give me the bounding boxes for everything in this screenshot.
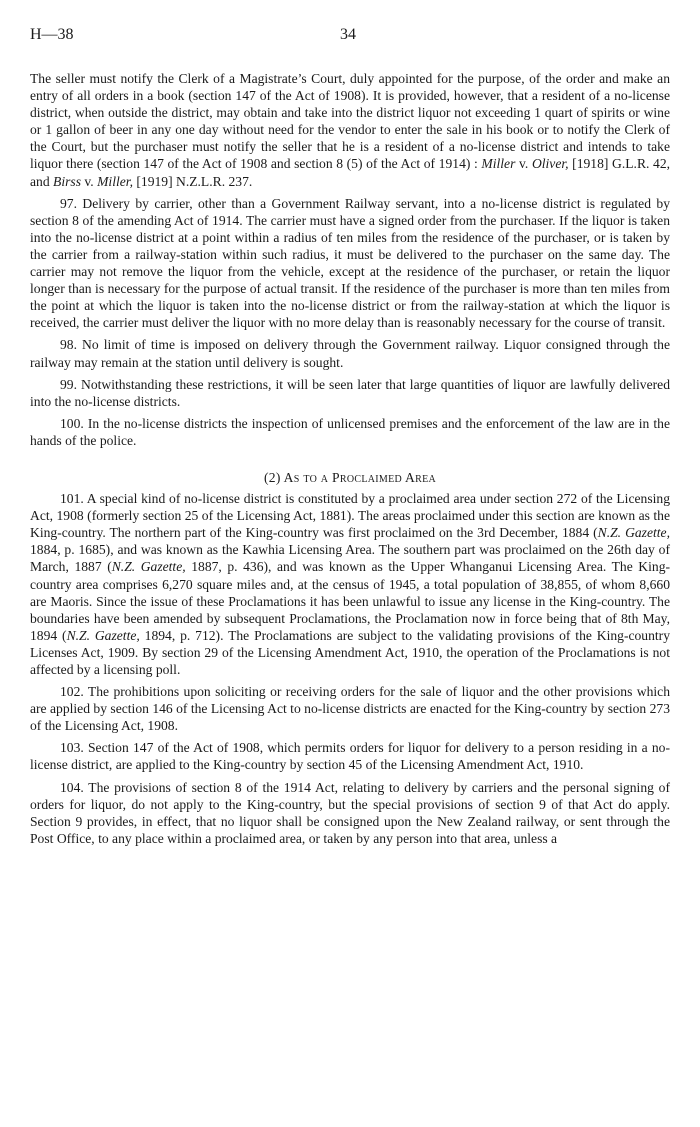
paragraph-104: 104. The provisions of section 8 of the 1914 Act, relating to delivery by carriers and the personal signing of orders for liquor, do not apply to the King-country, but the special provisions of section 9 of that Act do apply. Section 9 provides, in effect, that no liquor shall be consigned upon the New Zealand railway, or sent through the Post Office, to any place within a proclaimed area, or taken by any person into that area, unless a: [30, 779, 670, 846]
text-run: v.: [80, 173, 98, 189]
text-run: [1919] N.Z.L.R. 237.: [132, 173, 253, 189]
paragraph-97: 97. Delivery by carrier, other than a Government Railway servant, into a no-license district is regulated by section 8 of the amending Act of 1914. The carrier must have a signed order from the purchaser. If the liquor is taken into the no-license district at a point within a radius of ten miles from the residence of the purchaser, or is taken by the carrier from a railway-station within such radius, it must be delivered to the purchaser on the same day. The carrier may not remove the liquor from the vehicle, except at the residence of the purchaser, or retain the liquor longer than is necessary for the purpose of actual transit. If the residence of the purchaser is more than ten miles from the point at which the liquor is taken into the no-license district or from the railway-station at which the liquor is received, the carrier must deliver the liquor with no more delay than is reasonably necessary for the course of transit.: [30, 195, 670, 331]
section-heading: (2) As to a Proclaimed Area: [263, 469, 436, 485]
text-run: 1884, p. 1685), and was known as the Kawhia Licensing Area. The southern part was proclaimed on the 26th day of March, 1887 (: [30, 542, 670, 575]
paragraph-102: 102. The prohibitions upon soliciting or receiving orders for the sale of liquor and the other provisions which are applied by section 146 of the Licensing Act to no-license districts are enacted for the King-country by section 273 of the Licensing Act, 1908.: [30, 684, 670, 734]
gazette-citation: N.Z. Gazette,: [66, 627, 140, 643]
gazette-citation: N.Z. Gazette,: [111, 559, 186, 575]
paragraph-100: 100. In the no-license districts the inspection of unlicensed premises and the enforcement of the law are in the hands of the police.: [30, 415, 670, 448]
text-run: v.: [515, 156, 532, 172]
page-number: 34: [340, 26, 356, 43]
paragraph-98: 98. No limit of time is imposed on delivery through the Government railway. Liquor consigned through the railway may remain at the station until delivery is sought.: [30, 337, 670, 370]
case-name: Birss: [53, 173, 81, 189]
case-name: Miller: [481, 156, 516, 172]
paragraph-continued: [30, 70, 670, 190]
paragraph-103: 103. Section 147 of the Act of 1908, which permits orders for liquor for delivery to a person residing in a no-license district, are applied to the King-country by section 45 of the Licensing Amendment Act, 1910.: [30, 740, 670, 773]
paragraph-99: 99. Notwithstanding these restrictions, it will be seen later that large quantities of liquor are lawfully delivered into the no-license districts.: [30, 376, 670, 409]
case-name: Miller,: [97, 173, 133, 189]
text-run: 1887, p. 436), and was known as the Upper Whanganui Licensing Area. The King-country area comprises 6,270 square miles and, at the census of 1945, a total population of 38,855, of whom 8,660 are Maoris. Since the issue of these Proclamations it has been unlawful to issue any license in the King-country. The boundaries have been amended by subsequent Proclamations, the Proclamation now in force being that of 8th May, 1894 (: [30, 559, 671, 643]
case-name: Oliver,: [531, 156, 569, 172]
text-run: 101. A special kind of no-license district is constituted by a proclaimed area under section 272 of the Licensing Act, 1908 (formerly section 25 of the Licensing Act, 1881). The areas proclaimed under this section are known as the King-country. The northern part of the King-country was first proclaimed on the 3rd December, 1884 (: [30, 491, 670, 541]
document-body: [30, 70, 670, 852]
document-reference: H—38: [30, 26, 74, 43]
paragraph-101: [30, 490, 670, 678]
text-run: The seller must notify the Clerk of a Magistrate’s Court, duly appointed for the purpose, of the order and make an entry of all orders in a book (section 147 of the Act of 1908). It is provided, however, that a resident of a no-license district, when outside the district, may obtain and take into the district liquor not exceeding 1 quart of spirits or wine or 1 gallon of beer in any one day without need for the vendor to enter the sale in his book or to notify the Clerk of the Court, but the purchaser must notify the seller that he is a resident of a no-license district and intends to take liquor there (section 147 of the Act of 1908 and section 8 (5) of the Act of 1914) :: [30, 71, 670, 172]
text-run: 1894, p. 712). The Proclamations are subject to the validating provisions of the King-country Licenses Act, 1909. By section 29 of the Licensing Amendment Act, 1910, the operation of the Proclamations is not affected by a licensing poll.: [30, 627, 671, 677]
page-header: [30, 26, 670, 48]
gazette-citation: N.Z. Gazette,: [597, 525, 670, 541]
text-run: [1918] G.L.R. 42, and: [30, 156, 671, 189]
